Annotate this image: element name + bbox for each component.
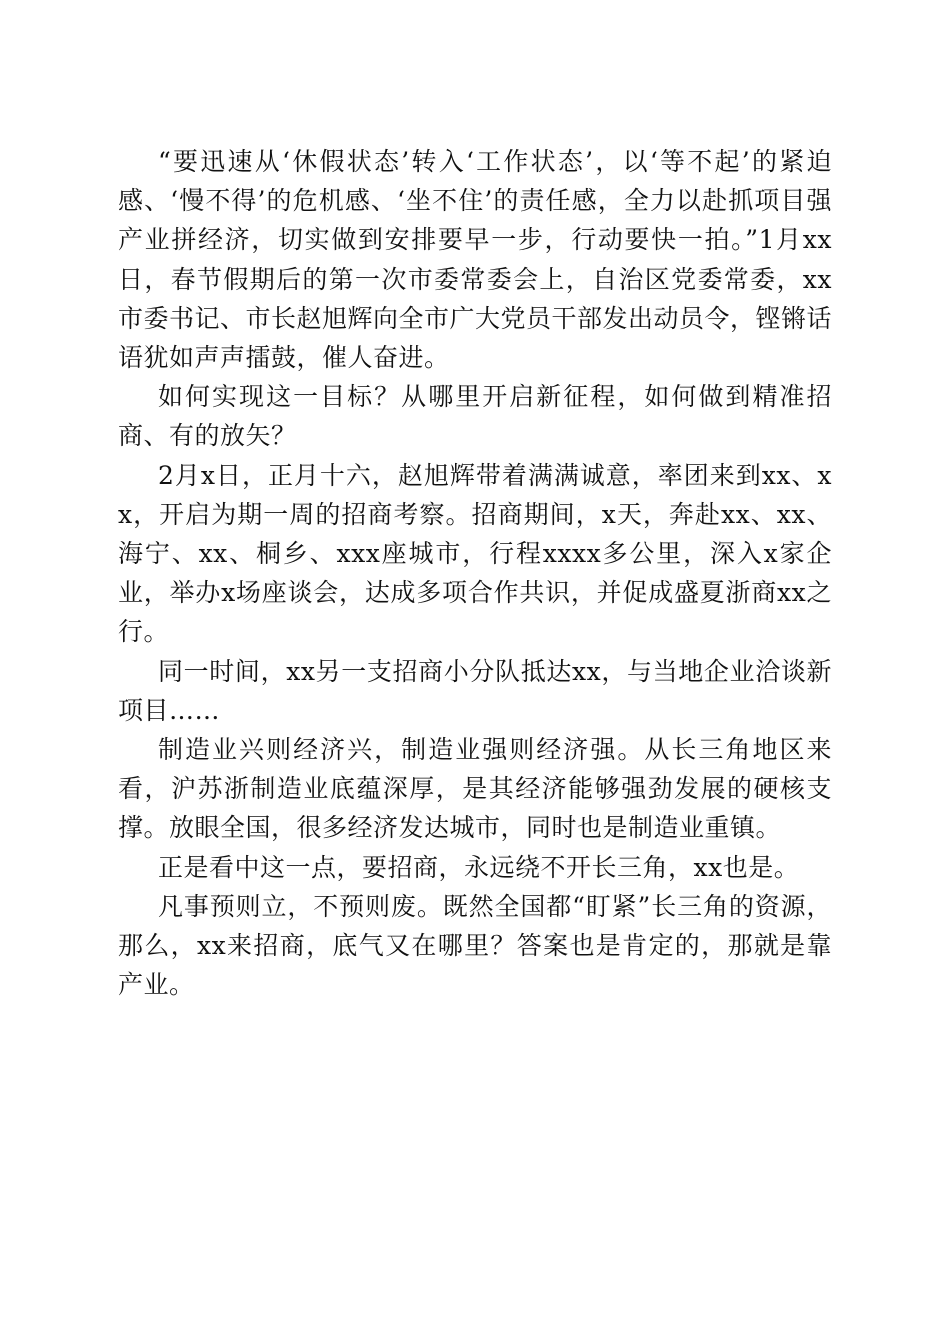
paragraph-investment-trip: 2月x日，正月十六，赵旭辉带着满满诚意，率团来到xx、xx，开启为期一周的招商考察。招商期间，x天，奔赴xx、xx、海宁、xx、桐乡、xxx座城市，行程xxxx多公里，深入x家企业，举办x场座谈会，达成多项合作共识，并促成盛夏浙商xx之行。 xyxy=(118,460,832,647)
paragraph-yangtze-delta: 正是看中这一点，要招商，永远绕不开长三角，xx也是。 xyxy=(158,852,800,882)
paragraph-mobilization-quote: “要迅速从‘休假状态’转入‘工作状态’，以‘等不起’的紧迫感、‘慢不得’的危机感、‘坐不住’的责任感，全力以赴抓项目强产业拼经济，切实做到安排要早一步，行动要快一拍。”1月xx日，春节假期后的第一次市委常委会上，自治区党委常委，xx市委书记、市长赵旭辉向全市广大党员干部发出动员令，铿锵话语犹如声声擂鼓，催人奋进。 xyxy=(118,147,833,373)
paragraph-second-team: 同一时间，xx另一支招商小分队抵达xx，与当地企业洽谈新项目…… xyxy=(118,656,832,725)
document-body xyxy=(118,142,832,1004)
paragraph-question: 如何实现这一目标？从哪里开启新征程，如何做到精准招商、有的放矢？ xyxy=(118,382,832,451)
paragraph-industry-confidence: 凡事预则立，不预则废。既然全国都“盯紧”长三角的资源，那么，xx来招商，底气又在哪里？答案也是肯定的，那就是靠产业。 xyxy=(118,891,832,1000)
paragraph-manufacturing: 制造业兴则经济兴，制造业强则经济强。从长三角地区来看，沪苏浙制造业底蕴深厚，是其经济能够强劲发展的硬核支撑。放眼全国，很多经济发达城市，同时也是制造业重镇。 xyxy=(118,735,832,843)
